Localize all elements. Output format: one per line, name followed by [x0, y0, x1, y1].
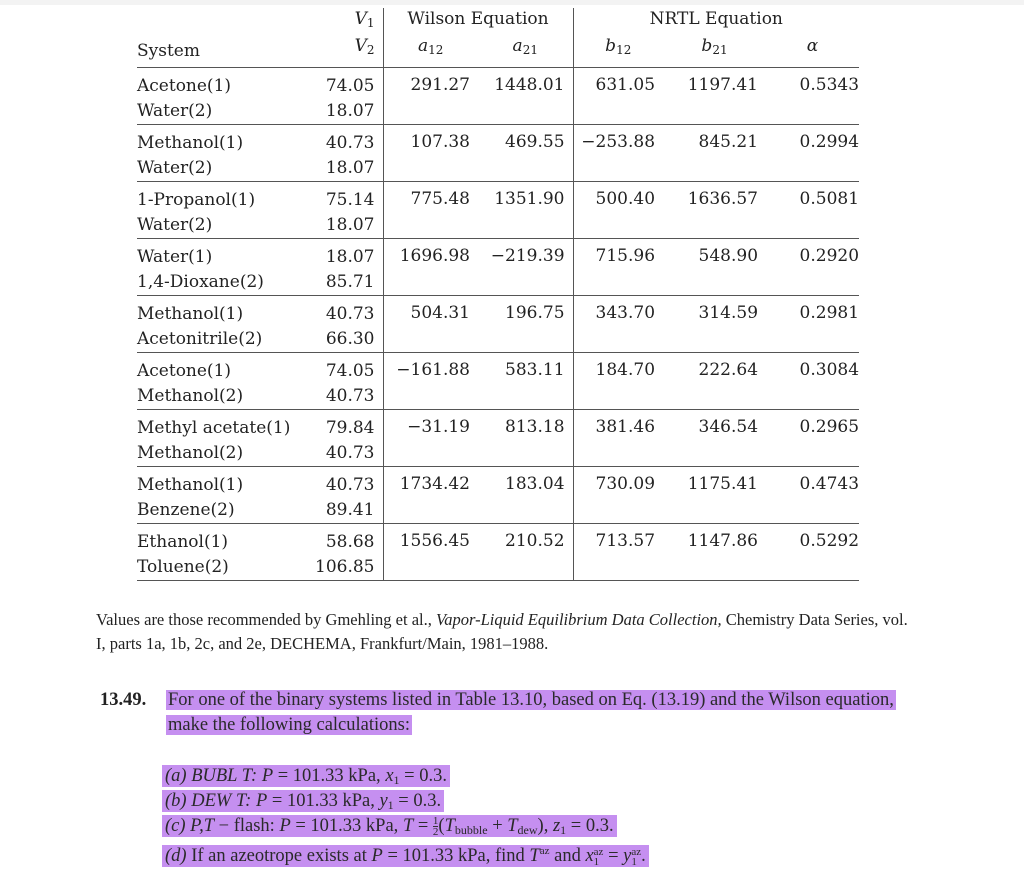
cell-volumes	[310, 238, 383, 295]
header-wilson: Wilson Equation	[383, 8, 573, 35]
cell-volumes	[310, 124, 383, 181]
cell-volumes	[310, 181, 383, 238]
cell-a21: 1448.01	[494, 74, 565, 95]
cell-a12: 1696.98	[399, 245, 470, 266]
problem-number: 13.49.	[100, 690, 147, 710]
part-d: (d) If an azeotrope exists at P = 101.33 kPa, find $T^{az}$ and x az 1 = y az 1 .	[162, 839, 649, 869]
cell-b21	[663, 124, 766, 181]
footnote-tail: Chemistry Data Series, vol. I, parts 1a, 1b, 2c, and 2e, DECHEMA, Frankfurt/Main, 1981–1988.	[96, 610, 908, 653]
part-c: (c) P,T − flash: P = 101.33 kPa, T = $\frac{1}{2}$ $(T_{bubble} + T_{dew})$, $z_1 = 0.3$.	[162, 814, 617, 843]
cell-v2: 18.07	[325, 100, 375, 121]
cell-v1: 18.07	[325, 246, 375, 267]
cell-v1: 40.73	[325, 474, 375, 495]
cell-b21	[663, 67, 766, 124]
cell-a21: 183.04	[505, 473, 565, 494]
cell-v2: 18.07	[325, 157, 375, 178]
cell-system2: Methanol(2)	[137, 385, 244, 406]
cell-b21	[663, 466, 766, 523]
cell-system1: 1-Propanol(1)	[137, 189, 256, 210]
table-footnote	[96, 608, 916, 656]
cell-alpha: 0.2981	[799, 302, 860, 323]
cell-b21	[663, 238, 766, 295]
cell-a21	[478, 238, 573, 295]
cell-a21: 813.18	[505, 416, 565, 437]
cell-b12: 715.96	[595, 245, 656, 266]
cell-a21: 210.52	[505, 530, 565, 551]
cell-system1: Acetone(1)	[137, 75, 232, 96]
cell-alpha	[766, 238, 859, 295]
cell-b21: 845.21	[698, 131, 759, 152]
cell-system2: 1,4-Dioxane(2)	[137, 271, 264, 292]
cell-b21: 548.90	[698, 245, 759, 266]
table-row	[137, 67, 859, 124]
cell-alpha: 0.5343	[799, 74, 860, 95]
cell-alpha	[766, 523, 859, 580]
cell-system1: Methanol(1)	[137, 132, 244, 153]
cell-b12	[573, 181, 663, 238]
cell-a21: −219.39	[490, 245, 565, 266]
header-b21: $b_{21}$	[663, 35, 766, 67]
cell-b12: 184.70	[595, 359, 656, 380]
cell-a12	[383, 67, 478, 124]
footnote-title: Vapor-Liquid Equilibrium Data Collection,	[435, 610, 722, 629]
footnote-lead: Values are those recommended by Gmehling et al.,	[96, 610, 432, 629]
cell-system2: Water(2)	[137, 100, 213, 121]
cell-volumes	[310, 466, 383, 523]
cell-a12: 775.48	[410, 188, 470, 209]
cell-v2: 18.07	[325, 214, 375, 235]
cell-a21: 1351.90	[494, 188, 565, 209]
cell-b12	[573, 523, 663, 580]
cell-system2: Benzene(2)	[137, 499, 235, 520]
cell-volumes	[310, 523, 383, 580]
cell-b21: 346.54	[698, 416, 759, 437]
cell-v2: 106.85	[315, 556, 375, 577]
cell-alpha: 0.2920	[799, 245, 860, 266]
cell-b12: 713.57	[595, 530, 656, 551]
cell-system	[137, 466, 310, 523]
cell-alpha: 0.2994	[799, 131, 860, 152]
header-alpha: α	[766, 35, 859, 67]
cell-system	[137, 124, 310, 181]
header-b12: $b_{12}$	[573, 35, 663, 67]
cell-b12: 631.05	[595, 74, 656, 95]
cell-a12	[383, 352, 478, 409]
cell-a21	[478, 295, 573, 352]
cell-a21	[478, 67, 573, 124]
cell-b21: 222.64	[698, 359, 759, 380]
table-row	[137, 523, 859, 580]
cell-b21: 314.59	[698, 302, 759, 323]
cell-v2: 85.71	[325, 271, 375, 292]
cell-a21: 469.55	[505, 131, 565, 152]
cell-b12	[573, 238, 663, 295]
cell-system1: Ethanol(1)	[137, 531, 229, 552]
cell-a12	[383, 295, 478, 352]
header-v2: $V_2$	[310, 35, 383, 67]
header-a21: $a_{21}$	[478, 35, 573, 67]
cell-b21: 1175.41	[687, 473, 759, 494]
cell-v1: 74.05	[325, 360, 375, 381]
cell-v1: 40.73	[325, 132, 375, 153]
header-v1: $V_1$	[354, 9, 375, 30]
cell-alpha	[766, 295, 859, 352]
cell-volumes	[310, 409, 383, 466]
cell-system2: Water(2)	[137, 157, 213, 178]
cell-alpha: 0.5292	[799, 530, 860, 551]
cell-a12	[383, 466, 478, 523]
cell-a12	[383, 409, 478, 466]
cell-system	[137, 409, 310, 466]
cell-a21	[478, 181, 573, 238]
table-row	[137, 295, 859, 352]
cell-b21: 1197.41	[687, 74, 759, 95]
cell-system1: Water(1)	[137, 246, 213, 267]
cell-v1: 79.84	[325, 417, 375, 438]
cell-alpha	[766, 409, 859, 466]
cell-alpha: 0.4743	[799, 473, 860, 494]
cell-volumes	[310, 67, 383, 124]
cell-system	[137, 352, 310, 409]
cell-alpha	[766, 67, 859, 124]
cell-v1: 58.68	[325, 531, 375, 552]
cell-a21: 196.75	[505, 302, 565, 323]
cell-system1: Methanol(1)	[137, 303, 244, 324]
cell-b21: 1147.86	[687, 530, 759, 551]
cell-b12: 381.46	[595, 416, 656, 437]
cell-alpha: 0.2965	[799, 416, 860, 437]
table-row	[137, 124, 859, 181]
cell-a21	[478, 466, 573, 523]
cell-b21	[663, 352, 766, 409]
cell-v2: 40.73	[325, 442, 375, 463]
cell-alpha	[766, 124, 859, 181]
cell-system	[137, 181, 310, 238]
cell-volumes	[310, 352, 383, 409]
cell-a12: −31.19	[407, 416, 470, 437]
cell-b21	[663, 295, 766, 352]
cell-b21	[663, 409, 766, 466]
cell-b21: 1636.57	[687, 188, 759, 209]
cell-alpha	[766, 466, 859, 523]
header-system: System	[137, 8, 310, 67]
problem-intro: For one of the binary systems listed in Table 13.10, based on Eq. (13.19) and the Wilson equation, make the following calculations:	[168, 690, 894, 735]
cell-system2: Toluene(2)	[137, 556, 229, 577]
parameter-table	[137, 8, 859, 581]
cell-b12: 500.40	[595, 188, 656, 209]
cell-b12: −253.88	[581, 131, 656, 152]
cell-a12: −161.88	[396, 359, 470, 380]
cell-b12	[573, 295, 663, 352]
cell-a12: 291.27	[410, 74, 470, 95]
table-row	[137, 181, 859, 238]
table-row	[137, 238, 859, 295]
cell-system1: Methanol(1)	[137, 474, 244, 495]
cell-b12	[573, 466, 663, 523]
cell-alpha	[766, 352, 859, 409]
table-row	[137, 409, 859, 466]
header-a12: $a_{12}$	[383, 35, 478, 67]
cell-a12: 504.31	[410, 302, 470, 323]
cell-v1: 74.05	[325, 75, 375, 96]
cell-system	[137, 67, 310, 124]
cell-system	[137, 238, 310, 295]
cell-v2: 66.30	[325, 328, 375, 349]
cell-a21	[478, 523, 573, 580]
cell-b21	[663, 181, 766, 238]
cell-system2: Acetonitrile(2)	[137, 328, 263, 349]
cell-v1: 40.73	[325, 303, 375, 324]
cell-b12	[573, 409, 663, 466]
cell-a12	[383, 124, 478, 181]
header-nrtl: NRTL Equation	[573, 8, 859, 35]
cell-system	[137, 523, 310, 580]
part-a: (a) BUBL T: P = 101.33 kPa, $x_1 = 0.3$.	[162, 764, 450, 793]
cell-b12	[573, 67, 663, 124]
cell-system2: Methanol(2)	[137, 442, 244, 463]
cell-alpha	[766, 181, 859, 238]
cell-b12: 730.09	[595, 473, 656, 494]
cell-system1: Methyl acetate(1)	[137, 417, 291, 438]
cell-v2: 89.41	[325, 499, 375, 520]
cell-a12: 1734.42	[399, 473, 470, 494]
cell-a12: 1556.45	[399, 530, 470, 551]
cell-b21	[663, 523, 766, 580]
cell-a21	[478, 124, 573, 181]
cell-v2: 40.73	[325, 385, 375, 406]
table-row	[137, 352, 859, 409]
top-strip	[0, 0, 1024, 5]
cell-a12	[383, 238, 478, 295]
part-b: (b) DEW T: P = 101.33 kPa, $y_1 = 0.3$.	[162, 789, 444, 818]
cell-b12: 343.70	[595, 302, 656, 323]
cell-alpha: 0.3084	[799, 359, 860, 380]
table-row	[137, 466, 859, 523]
cell-system2: Water(2)	[137, 214, 213, 235]
cell-volumes	[310, 295, 383, 352]
cell-system	[137, 295, 310, 352]
cell-alpha: 0.5081	[799, 188, 860, 209]
cell-a12: 107.38	[410, 131, 470, 152]
cell-system1: Acetone(1)	[137, 360, 232, 381]
cell-v1: 75.14	[325, 189, 375, 210]
cell-a21	[478, 409, 573, 466]
cell-b12	[573, 352, 663, 409]
cell-a12	[383, 181, 478, 238]
cell-b12	[573, 124, 663, 181]
cell-a21	[478, 352, 573, 409]
cell-a21: 583.11	[505, 359, 565, 380]
cell-a12	[383, 523, 478, 580]
